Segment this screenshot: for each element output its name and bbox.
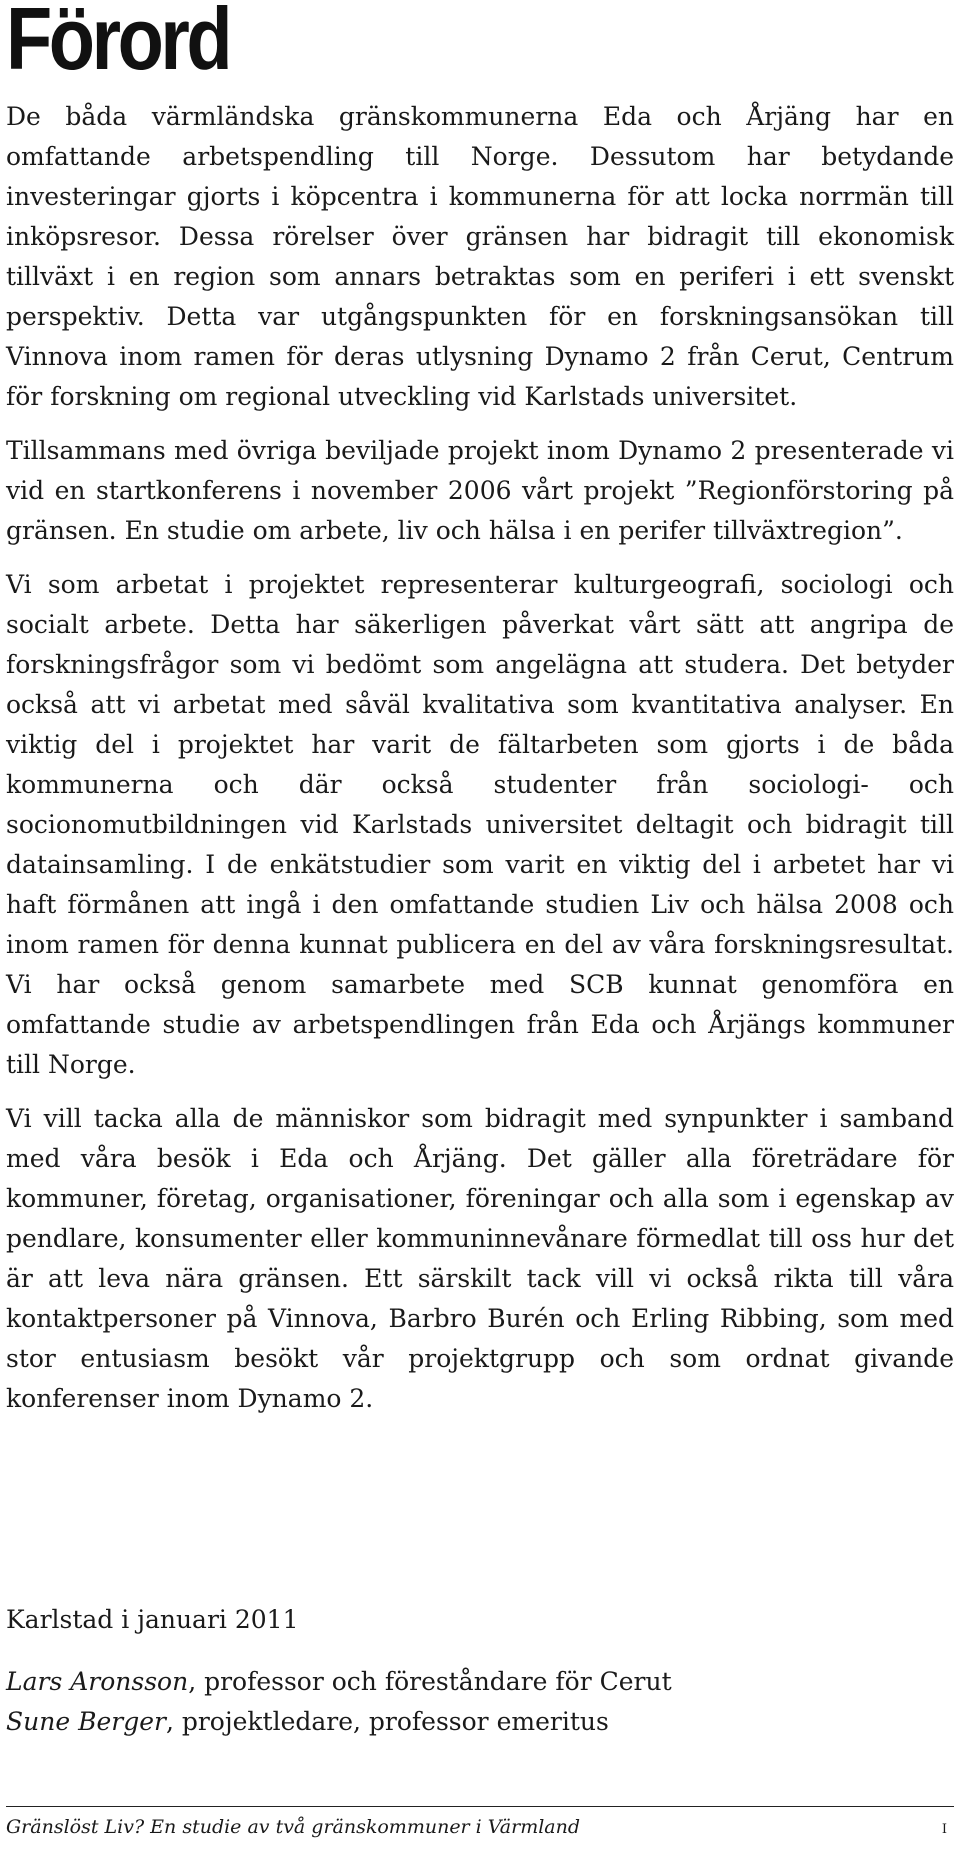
signature-block xyxy=(6,1600,672,1742)
footer-divider xyxy=(6,1806,954,1807)
page-number: i xyxy=(941,1816,948,1838)
page-footer xyxy=(6,1813,954,1841)
place-date: Karlstad i januari 2011 xyxy=(6,1605,299,1634)
signer-name: Sune Berger xyxy=(6,1707,166,1736)
paragraph: Tillsammans med övriga beviljade projekt inom Dynamo 2 presenterade vi vid en startkonferens i november 2006 vårt projekt ”Regionförstoring på gränsen. En studie om arbete, liv och hälsa i en perifer tillväxtregion”. xyxy=(6,436,954,545)
signer-name: Lars Aronsson xyxy=(6,1667,189,1696)
paragraph: De båda värmländska gränskommunerna Eda och Årjäng har en omfattande arbetspendling till Norge. Dessutom har betydande investeringar gjorts i köpcentra i kommunerna för att locka norrmän till inköpsresor. Dessa rörelser över gränsen har bidragit till ekonomisk tillväxt i en region som annars betraktas som en periferi i ett svenskt perspektiv. Detta var utgångspunkten för en forskningsansökan till Vinnova inom ramen för deras utlysning Dynamo 2 från Cerut, Centrum för forskning om regional utveckling vid Karlstads universitet. xyxy=(6,102,954,411)
signer-line xyxy=(6,1662,672,1702)
footer-book-title: Gränslöst Liv? En studie av två gränskommuner i Värmland xyxy=(6,1816,581,1838)
signer-role: , professor och föreståndare för Cerut xyxy=(188,1667,672,1696)
signer-role: , projektledare, professor emeritus xyxy=(165,1707,609,1736)
page-title: Förord xyxy=(6,0,230,88)
paragraph: Vi som arbetat i projektet representerar kulturgeografi, sociologi och socialt arbete. Detta har säkerligen påverkat vårt sätt att angripa de forskningsfrågor som vi bedömt som angelägna att studera. Det betyder också att vi arbetat med såväl kvalitativa som kvantitativa analyser. En viktig del i projektet har varit de fältarbeten som gjorts i de båda kommunerna och där också studenter från sociologi- och socionomutbildningen vid Karlstads universitet deltagit och bidragit till datainsamling. I de enkätstudier som varit en viktig del i arbetet har vi haft förmånen att ingå i den omfattande studien Liv och hälsa 2008 och inom ramen för denna kunnat publicera en del av våra forskningsresultat. Vi har också genom samarbete med SCB kunnat genomföra en omfattande studie av arbetspendlingen från Eda och Årjängs kommuner till Norge. xyxy=(6,570,954,1079)
signer-line xyxy=(6,1702,672,1742)
body-text xyxy=(6,97,954,1433)
paragraph: Vi vill tacka alla de människor som bidragit med synpunkter i samband med våra besök i Eda och Årjäng. Det gäller alla företrädare för kommuner, företag, organisationer, föreningar och alla som i egenskap av pendlare, konsumenter eller kommuninnevånare förmedlat till oss hur det är att leva nära gränsen. Ett särskilt tack vill vi också rikta till våra kontaktpersoner på Vinnova, Barbro Burén och Erling Ribbing, som med stor entusiasm besökt vår projektgrupp och som ordnat givande konferenser inom Dynamo 2. xyxy=(6,1104,954,1413)
